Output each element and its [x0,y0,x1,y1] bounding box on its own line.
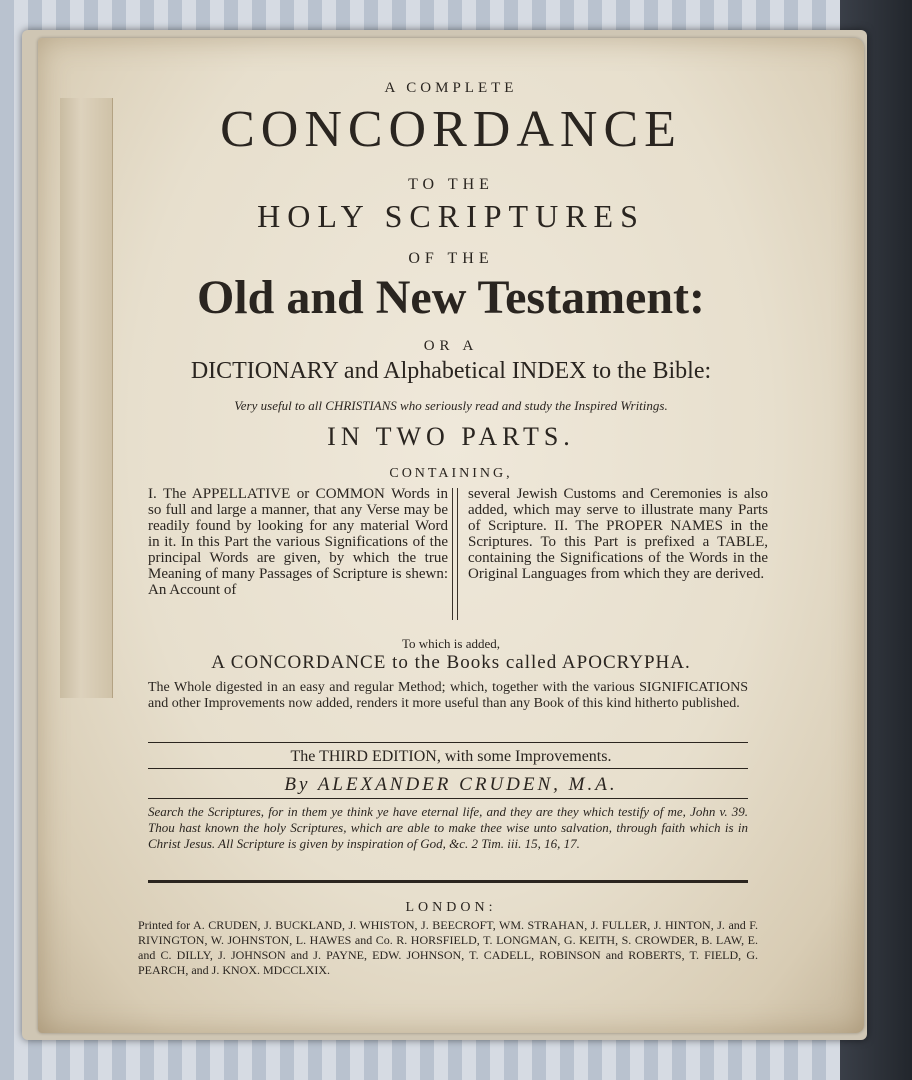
line-holy-scriptures: HOLY SCRIPTURES [257,198,645,234]
rule-3 [148,798,748,799]
line-author: By ALEXANDER CRUDEN, M.A. [284,774,618,795]
column-left [148,486,448,598]
column-right-text: several Jewish Customs and Ceremonies is also added, which may serve to illustrate many Parts of Scripture. II. The PROPER NAMES in the Scriptures. To this Part is prefixed a TABLE, containing the Significations of the Words in the Original Languages from which they are derived. [468,486,768,582]
paragraph-whole-digested: The Whole digested in an easy and regular Method; which, together with the various SIGNIFICATIONS and other Improvements now added, renders it more useful than any Book of this kind hitherto published. [148,680,748,711]
line-old-new-testament: Old and New Testament: [196,271,706,324]
column-left-text: I. The APPELLATIVE or COMMON Words in so full and large a manner, that any Verse may be readily found by looking for any material Word in it. In this Part the various Significations of the principal Words are given, by which the true Meaning of many Passages of Scripture is shewn: An Account of [148,486,448,598]
line-dictionary: DICTIONARY and Alphabetical INDEX to the Bible: [190,358,712,384]
column-right [468,486,768,582]
column-divider [452,488,458,620]
scripture-quotation: Search the Scriptures, for in them ye think ye have eternal life, and they are they which testify of me, John v. 39. Thou hast known the holy Scriptures, which are able to make thee wise unto salvation, through faith which is in Christ Jesus. All Scripture is given by inspiration of God, &c. 2 Tim. iii. 15, 16, 17. [148,804,748,851]
rule-thick [148,880,748,883]
line-in-two-parts: IN TWO PARTS. [327,422,575,451]
title-page [38,38,864,1033]
line-containing: CONTAINING, [389,466,513,481]
rule-1 [148,742,748,743]
line-or-a: OR A [423,338,479,354]
imprint-printers: Printed for A. CRUDEN, J. BUCKLAND, J. WHISTON, J. BEECROFT, WM. STRAHAN, J. FULLER, J. HINTON, J. and F. RIVINGTON, W. JOHNSTON, L. HAWES and Co. R. HORSFIELD, T. LONGMAN, G. KEITH, S. CROWDER, B. LAW, E. and C. DILLY, J. JOHNSON and J. PAYNE, EDW. JOHNSON, T. CADELL, ROBINSON and ROBERTS, T. FIELD, G. PEARCH, and J. KNOX. MDCCLXIX. [138,918,758,977]
line-london: LONDON: [405,900,497,915]
rule-2 [148,768,748,769]
line-concordance: CONCORDANCE [220,101,682,158]
line-apocrypha: A CONCORDANCE to the Books called APOCRYPHA. [211,652,691,673]
line-very-useful: Very useful to all CHRISTIANS who seriously read and study the Inspired Writings. [234,398,668,413]
line-of-the: OF THE [408,250,494,267]
line-to-which-is-added: To which is added, [401,636,500,651]
line-to-the: TO THE [408,176,494,193]
line-a-complete: A COMPLETE [384,80,518,96]
line-third-edition: The THIRD EDITION, with some Improvements. [290,748,612,765]
